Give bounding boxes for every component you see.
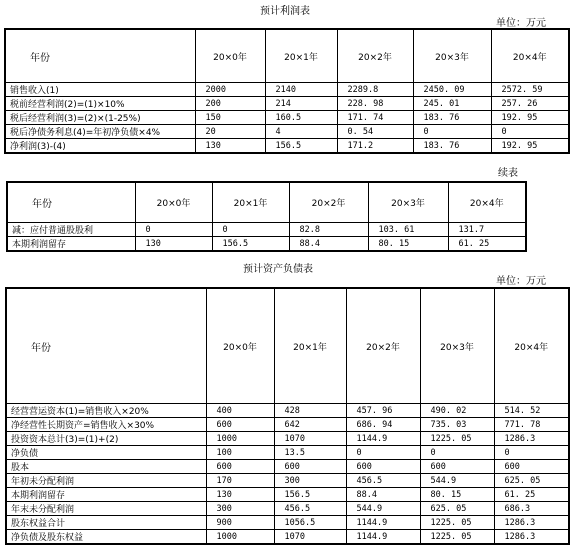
value-cell: 686. 94	[346, 418, 420, 432]
value-cell: 170	[206, 474, 274, 488]
value-cell: 1286.3	[494, 516, 569, 530]
value-cell: 1225. 05	[420, 530, 494, 545]
value-cell: 192. 95	[491, 139, 569, 154]
value-cell: 1070	[274, 432, 346, 446]
value-cell: 771. 78	[494, 418, 569, 432]
table-row	[7, 223, 526, 237]
value-cell: 1000	[206, 432, 274, 446]
value-cell: 0	[346, 446, 420, 460]
table-row	[6, 502, 569, 516]
value-cell: 61. 25	[448, 237, 526, 252]
balance-sheet-table	[5, 287, 570, 545]
table-row	[6, 516, 569, 530]
value-cell: 156.5	[274, 488, 346, 502]
table-row	[6, 460, 569, 474]
row-label: 经营营运资本(1)=销售收入×20%	[6, 404, 206, 418]
header-year-cell: 20×3年	[420, 288, 494, 404]
income-statement-title: 预计利润表	[260, 6, 310, 17]
value-cell: 2450. 09	[413, 83, 491, 97]
header-year-cell: 20×1年	[212, 182, 289, 223]
value-cell: 130	[206, 488, 274, 502]
value-cell: 2140	[265, 83, 337, 97]
value-cell: 130	[195, 139, 265, 154]
header-year-label: 年份	[6, 288, 206, 404]
balance-unit-label: 单位：万元	[496, 276, 546, 287]
table-row	[6, 530, 569, 545]
row-label: 税前经营利润(2)=(1)×10%	[5, 97, 195, 111]
balance-sheet-title: 预计资产负债表	[243, 264, 313, 275]
header-year-cell: 20×0年	[135, 182, 212, 223]
value-cell: 490. 02	[420, 404, 494, 418]
value-cell: 600	[206, 418, 274, 432]
value-cell: 457. 96	[346, 404, 420, 418]
row-label: 净负债及股东权益	[6, 530, 206, 545]
value-cell: 456.5	[274, 502, 346, 516]
row-label: 股本	[6, 460, 206, 474]
table-row	[6, 404, 569, 418]
value-cell: 82.8	[289, 223, 368, 237]
value-cell: 257. 26	[491, 97, 569, 111]
row-label: 股东权益合计	[6, 516, 206, 530]
value-cell: 625. 05	[494, 474, 569, 488]
header-year-cell: 20×3年	[368, 182, 448, 223]
value-cell: 13.5	[274, 446, 346, 460]
value-cell: 544.9	[346, 502, 420, 516]
value-cell: 156.5	[265, 139, 337, 154]
value-cell: 300	[206, 502, 274, 516]
value-cell: 600	[346, 460, 420, 474]
value-cell: 0	[420, 446, 494, 460]
value-cell: 1144.9	[346, 432, 420, 446]
row-label: 净负债	[6, 446, 206, 460]
header-year-cell: 20×3年	[413, 29, 491, 83]
row-label: 减：应付普通股股利	[7, 223, 135, 237]
row-label: 销售收入(1)	[5, 83, 195, 97]
value-cell: 228. 98	[337, 97, 413, 111]
value-cell: 160.5	[265, 111, 337, 125]
value-cell: 61. 25	[494, 488, 569, 502]
value-cell: 642	[274, 418, 346, 432]
row-label: 净利润(3)-(4)	[5, 139, 195, 154]
header-row	[7, 182, 526, 223]
value-cell: 600	[274, 460, 346, 474]
value-cell: 456.5	[346, 474, 420, 488]
value-cell: 300	[274, 474, 346, 488]
value-cell: 100	[206, 446, 274, 460]
header-year-cell: 20×2年	[289, 182, 368, 223]
row-label: 投资资本总计(3)=(1)+(2)	[6, 432, 206, 446]
value-cell: 1286.3	[494, 432, 569, 446]
table-row	[6, 474, 569, 488]
row-label: 年初未分配利润	[6, 474, 206, 488]
value-cell: 103. 61	[368, 223, 448, 237]
table-row	[5, 111, 569, 125]
value-cell: 1000	[206, 530, 274, 545]
value-cell: 80. 15	[368, 237, 448, 252]
row-label: 本期利润留存	[6, 488, 206, 502]
header-year-cell: 20×4年	[494, 288, 569, 404]
row-label: 税后经营利润(3)=(2)×(1-25%)	[5, 111, 195, 125]
value-cell: 1286.3	[494, 530, 569, 545]
value-cell: 686.3	[494, 502, 569, 516]
value-cell: 131.7	[448, 223, 526, 237]
value-cell: 214	[265, 97, 337, 111]
value-cell: 171. 74	[337, 111, 413, 125]
value-cell: 1225. 05	[420, 432, 494, 446]
value-cell: 600	[420, 460, 494, 474]
value-cell: 2289.8	[337, 83, 413, 97]
value-cell: 192. 95	[491, 111, 569, 125]
value-cell: 0	[212, 223, 289, 237]
table-row	[6, 488, 569, 502]
value-cell: 735. 03	[420, 418, 494, 432]
table-row	[7, 237, 526, 252]
row-label: 本期利润留存	[7, 237, 135, 252]
header-year-cell: 20×0年	[206, 288, 274, 404]
value-cell: 0. 54	[337, 125, 413, 139]
value-cell: 544.9	[420, 474, 494, 488]
table-row	[5, 97, 569, 111]
value-cell: 600	[494, 460, 569, 474]
value-cell: 0	[413, 125, 491, 139]
value-cell: 625. 05	[420, 502, 494, 516]
value-cell: 1070	[274, 530, 346, 545]
table-row	[5, 125, 569, 139]
value-cell: 171.2	[337, 139, 413, 154]
value-cell: 20	[195, 125, 265, 139]
header-row	[5, 29, 569, 83]
income-statement-table	[4, 28, 570, 154]
table-row	[6, 418, 569, 432]
header-row	[6, 288, 569, 404]
header-year-cell: 20×2年	[346, 288, 420, 404]
row-label: 年末未分配利润	[6, 502, 206, 516]
value-cell: 156.5	[212, 237, 289, 252]
value-cell: 4	[265, 125, 337, 139]
table-row	[6, 446, 569, 460]
continued-table-title: 续表	[498, 168, 518, 179]
value-cell: 0	[135, 223, 212, 237]
value-cell: 1056.5	[274, 516, 346, 530]
value-cell: 88.4	[346, 488, 420, 502]
value-cell: 130	[135, 237, 212, 252]
value-cell: 200	[195, 97, 265, 111]
header-year-label: 年份	[7, 182, 135, 223]
table-row	[6, 432, 569, 446]
value-cell: 2000	[195, 83, 265, 97]
value-cell: 245. 01	[413, 97, 491, 111]
value-cell: 900	[206, 516, 274, 530]
income-unit-label: 单位：万元	[496, 18, 546, 29]
table-row	[5, 83, 569, 97]
continued-table	[6, 181, 527, 252]
header-year-cell: 20×4年	[448, 182, 526, 223]
value-cell: 600	[206, 460, 274, 474]
header-year-cell: 20×4年	[491, 29, 569, 83]
row-label: 税后净债务利息(4)=年初净负债×4%	[5, 125, 195, 139]
header-year-cell: 20×1年	[265, 29, 337, 83]
header-year-cell: 20×1年	[274, 288, 346, 404]
value-cell: 428	[274, 404, 346, 418]
table-row	[5, 139, 569, 154]
value-cell: 150	[195, 111, 265, 125]
header-year-cell: 20×0年	[195, 29, 265, 83]
value-cell: 183. 76	[413, 111, 491, 125]
value-cell: 514. 52	[494, 404, 569, 418]
header-year-label: 年份	[5, 29, 195, 83]
value-cell: 80. 15	[420, 488, 494, 502]
value-cell: 88.4	[289, 237, 368, 252]
value-cell: 2572. 59	[491, 83, 569, 97]
row-label: 净经营性长期资产=销售收入×30%	[6, 418, 206, 432]
value-cell: 0	[494, 446, 569, 460]
value-cell: 1144.9	[346, 516, 420, 530]
header-year-cell: 20×2年	[337, 29, 413, 83]
value-cell: 183. 76	[413, 139, 491, 154]
value-cell: 1144.9	[346, 530, 420, 545]
value-cell: 0	[491, 125, 569, 139]
value-cell: 1225. 05	[420, 516, 494, 530]
value-cell: 400	[206, 404, 274, 418]
